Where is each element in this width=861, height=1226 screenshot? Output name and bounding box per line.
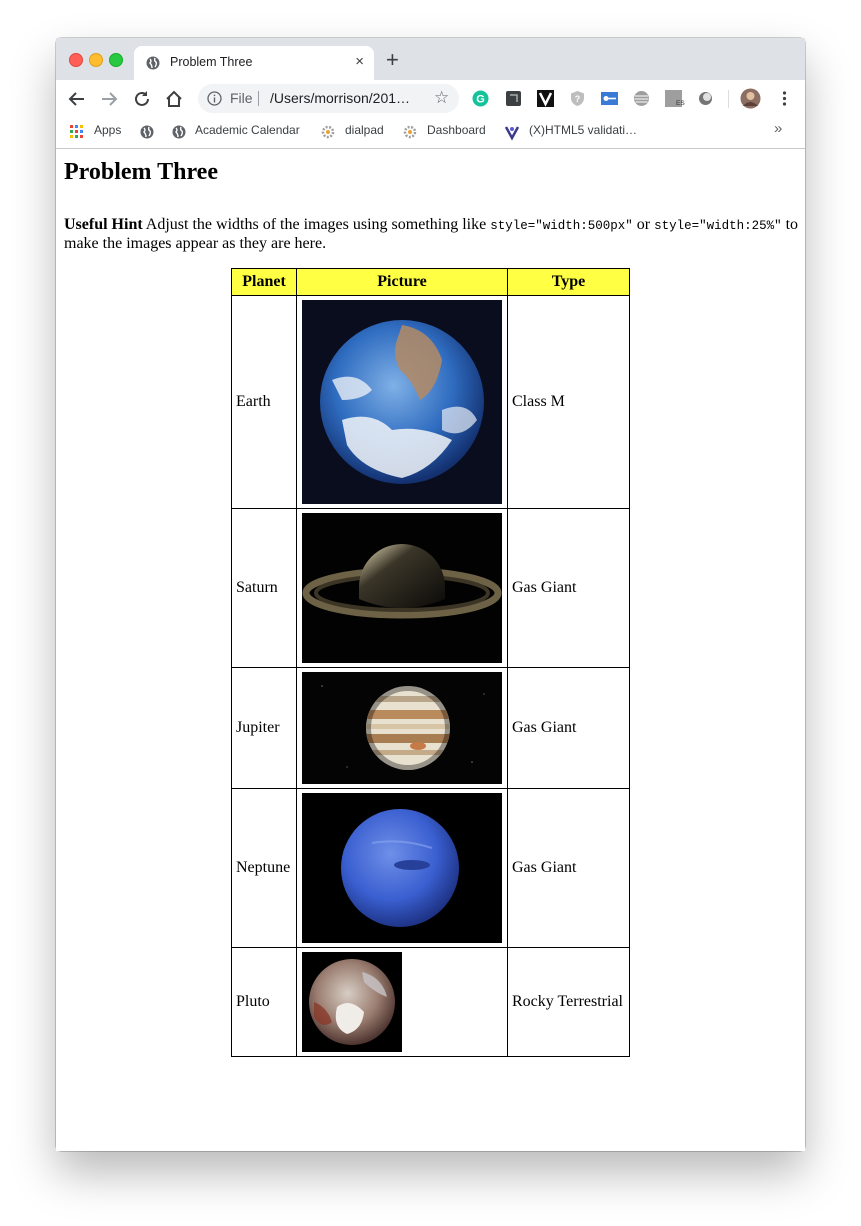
svg-text:?: ? (574, 94, 581, 104)
validator-icon (505, 125, 519, 139)
hint-text-2: to make the images appear as they are here. (64, 216, 799, 252)
planet-type: Rocky Terrestrial (508, 948, 630, 1057)
globe-icon (172, 125, 186, 139)
planet-type: Class M (508, 296, 630, 509)
planet-name: Saturn (232, 509, 297, 668)
table-row (232, 668, 630, 789)
browser-window (56, 38, 805, 1151)
globe-icon[interactable] (140, 125, 154, 139)
table-row (232, 509, 630, 668)
picture-cell (297, 789, 508, 948)
header-type: Type (508, 269, 630, 296)
hint-or: or (636, 216, 651, 233)
new-tab-button[interactable]: + (386, 47, 399, 72)
bookmark-academic-calendar[interactable]: Academic Calendar (195, 123, 300, 137)
extension-key-icon[interactable] (601, 90, 618, 107)
bookmarks-bar (56, 118, 805, 149)
att-globe-icon[interactable] (633, 90, 650, 107)
maximize-window-button[interactable] (109, 53, 123, 67)
gear-icon (321, 125, 335, 139)
bookmark-html5-validator[interactable]: (X)HTML5 validati… (529, 123, 638, 137)
tab-close-icon[interactable]: × (355, 53, 364, 70)
extension-v-icon[interactable] (537, 90, 554, 107)
page-content (56, 149, 805, 1151)
planet-name: Pluto (232, 948, 297, 1057)
earth-image (302, 300, 502, 504)
globe-icon (146, 56, 160, 70)
jupiter-image (302, 672, 502, 784)
menu-dots-icon[interactable] (776, 90, 793, 107)
bookmark-star-icon[interactable]: ☆ (434, 88, 450, 107)
forward-arrow-icon[interactable] (98, 88, 120, 110)
table-row (232, 948, 630, 1057)
toolbar (56, 80, 805, 118)
info-icon[interactable] (207, 91, 222, 106)
planet-table (231, 268, 630, 1057)
planet-name: Earth (232, 296, 297, 509)
toolbar-divider (728, 90, 729, 108)
table-row (232, 789, 630, 948)
address-url[interactable]: /Users/morrison/201… (270, 90, 411, 106)
bookmark-dialpad[interactable]: dialpad (345, 123, 384, 137)
gear-icon (403, 125, 417, 139)
address-scheme-label: File (230, 90, 253, 106)
planet-type: Gas Giant (508, 789, 630, 948)
hint-paragraph (64, 216, 804, 253)
hint-code-2: style="width:25%" (654, 219, 782, 233)
bookmark-dashboard[interactable]: Dashboard (427, 123, 486, 137)
picture-cell (297, 668, 508, 789)
apps-grid-icon (70, 125, 84, 139)
shield-icon[interactable] (569, 90, 586, 107)
bookmark-apps[interactable]: Apps (94, 123, 122, 137)
hint-label: Useful Hint (64, 216, 143, 233)
home-icon[interactable] (163, 88, 185, 110)
planet-type: Gas Giant (508, 668, 630, 789)
tab-title: Problem Three (170, 55, 253, 69)
planet-name: Neptune (232, 789, 297, 948)
page-title: Problem Three (64, 159, 218, 185)
header-planet: Planet (232, 269, 297, 296)
extension-circle-icon[interactable] (697, 90, 714, 107)
close-window-button[interactable] (69, 53, 83, 67)
tab-problem-three[interactable] (134, 46, 374, 80)
back-arrow-icon[interactable] (66, 88, 88, 110)
tab-strip (56, 38, 805, 80)
neptune-image (302, 793, 502, 943)
header-picture: Picture (297, 269, 508, 296)
picture-cell (297, 948, 508, 1057)
table-row (232, 296, 630, 509)
extension-es-icon[interactable] (665, 90, 685, 107)
table-header-row (232, 269, 630, 296)
reload-icon[interactable] (131, 88, 153, 110)
pluto-image (302, 952, 402, 1052)
hint-code-1: style="width:500px" (490, 219, 633, 233)
extension-dark-icon[interactable] (505, 90, 522, 107)
picture-cell (297, 509, 508, 668)
svg-text:ES: ES (676, 100, 685, 107)
picture-cell (297, 296, 508, 509)
hint-text-1: Adjust the widths of the images using something like (145, 216, 487, 233)
saturn-image (302, 513, 502, 663)
svg-text:G: G (476, 93, 485, 106)
avatar[interactable] (740, 88, 761, 109)
address-bar[interactable] (198, 84, 459, 113)
grammarly-icon[interactable] (472, 90, 489, 107)
address-divider (258, 91, 259, 106)
bookmarks-overflow-button[interactable]: » (774, 120, 783, 137)
planet-name: Jupiter (232, 668, 297, 789)
planet-type: Gas Giant (508, 509, 630, 668)
minimize-window-button[interactable] (89, 53, 103, 67)
